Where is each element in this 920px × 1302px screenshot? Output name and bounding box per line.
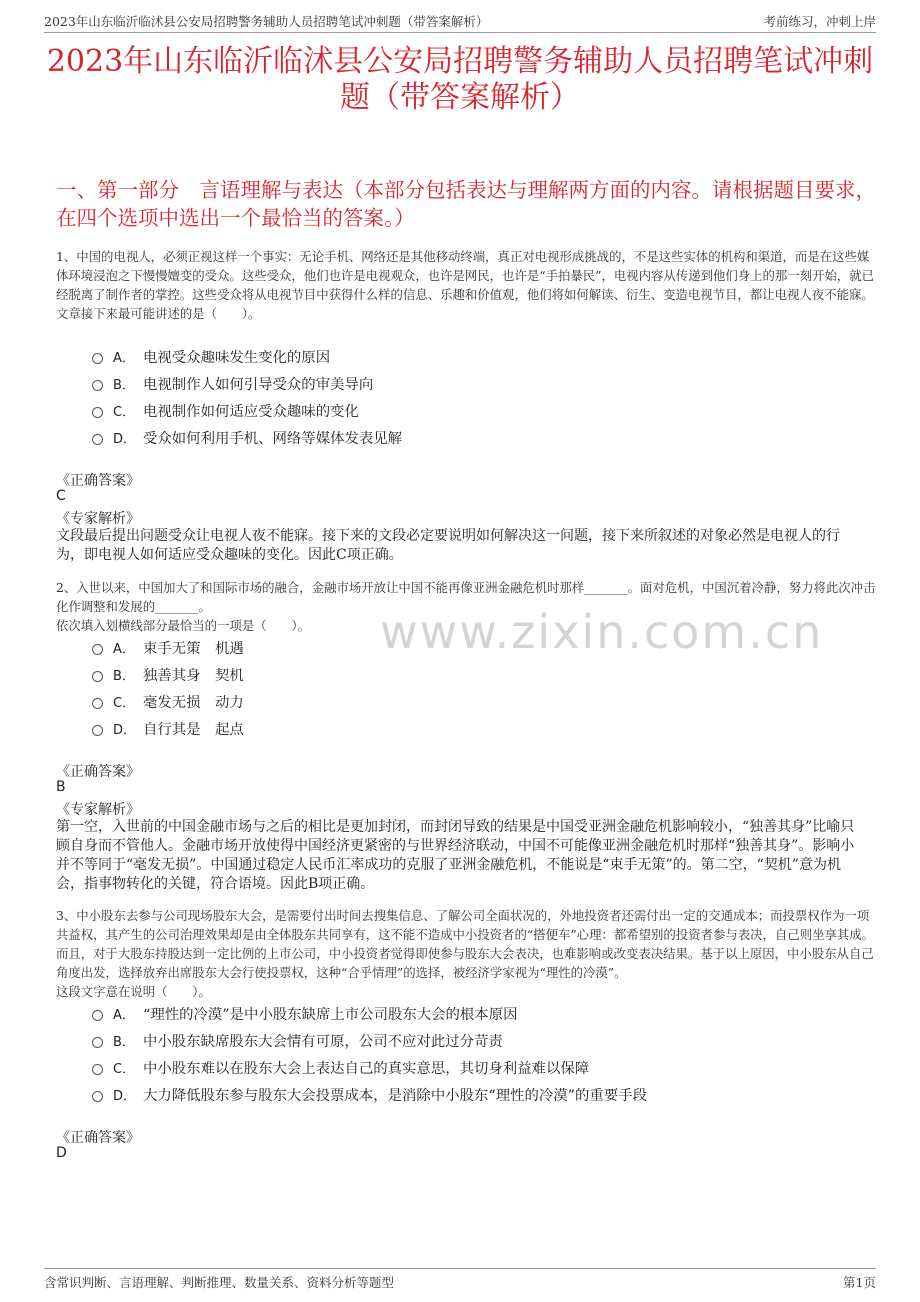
option-text: 独善其身 契机 xyxy=(143,668,244,684)
option-d[interactable]: D． 自行其是 起点 xyxy=(92,715,792,742)
radio-icon[interactable] xyxy=(92,1064,103,1075)
option-a[interactable]: A． 电视受众趣味发生变化的原因 xyxy=(92,343,792,370)
radio-icon[interactable] xyxy=(92,407,103,418)
option-text: 毫发无损 动力 xyxy=(143,695,244,711)
document-title: 2023年山东临沂临沭县公安局招聘警务辅助人员招聘笔试冲刺题（带答案解析） xyxy=(46,44,874,115)
question-3 xyxy=(56,906,880,1001)
radio-icon[interactable] xyxy=(92,725,103,736)
option-text: 受众如何利用手机、网络等媒体发表见解 xyxy=(143,431,403,447)
answer-value: D xyxy=(56,1145,67,1161)
answer-value: B xyxy=(56,779,66,795)
option-text: 自行其是 起点 xyxy=(143,722,244,738)
question-stem: 3、中小股东去参与公司现场股东大会，是需要付出时间去搜集信息、了解公司全面状况的，外地投资者还需付出一定的交通成本；而投票权作为一项共益权，其产生的公司治理效果却是由全体股东共同享有，这不能不造成中小投资者的“搭便车”心理：都希望别的投资者参与表决，自己则坐享其成。而且，对于大股东持股达到一定比例的上市公司，中小投资者觉得即使参与股东大会表决，也难影响或改变表决结果。基于以上原因，中小股东从自己角度出发，选择放弃出席股东大会行使投票权，这种“合乎情理”的选择，被经济学家视为“理性的冷漠”。 xyxy=(56,908,875,980)
page-footer xyxy=(44,1268,876,1293)
analysis-label: 《专家解析》 xyxy=(56,511,140,527)
option-text: 大力降低股东参与股东大会投票成本，是消除中小股东“理性的冷漠”的重要手段 xyxy=(143,1088,647,1104)
radio-icon[interactable] xyxy=(92,434,103,445)
analysis-text: 文段最后提出问题受众让电视人夜不能寐。接下来的文段必定要说明如何解决这一问题，接下来所叙述的对象必然是电视人的行为，即电视人如何适应受众趣味的变化。因此C项正确。 xyxy=(56,528,840,563)
page-number: 第1页 xyxy=(843,1275,876,1290)
options-q1 xyxy=(92,343,792,451)
watermark: www.zixin.com.cn xyxy=(380,605,824,659)
question-2 xyxy=(56,578,880,635)
radio-icon[interactable] xyxy=(92,671,103,682)
radio-icon[interactable] xyxy=(92,1037,103,1048)
option-text: 中小股东难以在股东大会上表达自己的真实意思，其切身利益难以保障 xyxy=(143,1061,590,1077)
analysis-label: 《专家解析》 xyxy=(56,802,140,818)
option-b[interactable]: B． 中小股东缺席股东大会情有可原，公司不应对此过分苛责 xyxy=(92,1027,792,1054)
radio-icon[interactable] xyxy=(92,1010,103,1021)
option-text: 束手无策 机遇 xyxy=(143,641,244,657)
radio-icon[interactable] xyxy=(92,380,103,391)
option-a[interactable]: A． 束手无策 机遇 xyxy=(92,634,792,661)
option-b[interactable]: B． 电视制作人如何引导受众的审美导向 xyxy=(92,370,792,397)
question-prompt: 依次填入划横线部分最恰当的一项是（ ）。 xyxy=(56,618,311,633)
header-doc-title: 2023年山东临沂临沭县公安局招聘警务辅助人员招聘笔试冲刺题（带答案解析） xyxy=(44,14,489,29)
question-prompt: 这段文字意在说明（ ）。 xyxy=(56,984,211,999)
option-text: 电视制作人如何引导受众的审美导向 xyxy=(143,377,374,393)
options-q3 xyxy=(92,1000,792,1108)
analysis-text: 第一空，入世前的中国金融市场与之后的相比是更加封闭，而封闭导致的结果是中国受亚洲金融危机影响较小，“独善其身”比喻只顾自身而不管他人。金融市场开放使得中国经济更紧密的与世界经济联动，中国不可能像亚洲金融危机时那样“独善其身”。影响小并不等同于“毫发无损”。中国通过稳定人民币汇率成功的克服了亚洲金融危机，不能说是“束手无策”的。第二空，“契机”意为机会，指事物转化的关键，符合语境。因此B项正确。 xyxy=(56,819,855,892)
question-stem: 2、入世以来，中国加大了和国际市场的融合，金融市场开放让中国不能再像亚洲金融危机时那样_______。面对危机，中国沉着冷静，努力将此次冲击化作调整和发展的_______。 xyxy=(56,580,876,614)
radio-icon[interactable] xyxy=(92,698,103,709)
option-text: 中小股东缺席股东大会情有可原，公司不应对此过分苛责 xyxy=(143,1034,503,1050)
option-text: 电视受众趣味发生变化的原因 xyxy=(143,350,331,366)
option-d[interactable]: D． 受众如何利用手机、网络等媒体发表见解 xyxy=(92,424,792,451)
option-text: 电视制作如何适应受众趣味的变化 xyxy=(143,404,359,420)
question-1 xyxy=(56,247,880,323)
question-stem: 1、中国的电视人，必须正视这样一个事实：无论手机、网络还是其他移动终端，真正对电视形成挑战的，不是这些实体的机构和渠道，而是在这些媒体环境浸泡之下慢慢嬗变的受众。这些受众，他们也许是电视观众，也许是网民，也许是“手拍暴民”，电视内容从传递到他们身上的那一刻开始，就已经脱离了制作者的掌控。这些受众将从电视节目中获得什么样的信息、乐趣和价值观，他们将如何解读、衍生、变造电视节目，都让电视人夜不能寐。 xyxy=(56,249,875,302)
page-header xyxy=(44,10,876,33)
footer-topics: 含常识判断、言语理解、判断推理、数量关系、资料分析等题型 xyxy=(44,1275,395,1290)
option-b[interactable]: B． 独善其身 契机 xyxy=(92,661,792,688)
option-d[interactable]: D． 大力降低股东参与股东大会投票成本，是消除中小股东“理性的冷漠”的重要手段 xyxy=(92,1081,792,1108)
option-c[interactable]: C． 电视制作如何适应受众趣味的变化 xyxy=(92,397,792,424)
option-c[interactable]: C． 中小股东难以在股东大会上表达自己的真实意思，其切身利益难以保障 xyxy=(92,1054,792,1081)
answer-value: C xyxy=(56,488,66,504)
options-q2 xyxy=(92,634,792,742)
answer-label: 《正确答案》 xyxy=(56,764,140,780)
answer-label: 《正确答案》 xyxy=(56,473,140,489)
option-a[interactable]: A． “理性的冷漠”是中小股东缺席上市公司股东大会的根本原因 xyxy=(92,1000,792,1027)
question-prompt: 文章接下来最可能讲述的是（ ）。 xyxy=(56,306,261,321)
header-slogan: 考前练习，冲刺上岸 xyxy=(763,14,876,29)
radio-icon[interactable] xyxy=(92,1091,103,1102)
radio-icon[interactable] xyxy=(92,644,103,655)
radio-icon[interactable] xyxy=(92,353,103,364)
section-heading: 一、第一部分 言语理解与表达（本部分包括表达与理解两方面的内容。请根据题目要求，在四个选项中选出一个最恰当的答案。） xyxy=(56,178,876,230)
answer-label: 《正确答案》 xyxy=(56,1130,140,1146)
option-c[interactable]: C． 毫发无损 动力 xyxy=(92,688,792,715)
option-text: “理性的冷漠”是中小股东缺席上市公司股东大会的根本原因 xyxy=(143,1007,518,1023)
